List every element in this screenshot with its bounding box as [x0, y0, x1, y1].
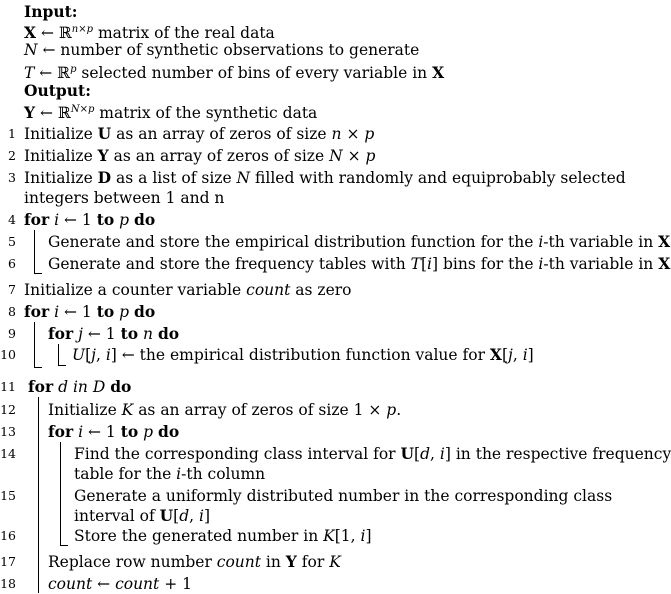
line-number: 13: [0, 424, 16, 439]
line-number: 4: [8, 212, 16, 227]
step-13: for i ← 1 to p do: [48, 422, 180, 441]
block-bar-end: [34, 367, 42, 368]
input-n: N ← number of synthetic observations to generate: [24, 41, 420, 59]
step-16: Store the generated number in K[1, i]: [74, 527, 372, 545]
line-number: 8: [8, 304, 16, 319]
step-15: Generate a uniformly distributed number in the corresponding class: [74, 487, 613, 505]
step-14: Find the corresponding class interval for U[d, i] in the respective frequency: [74, 444, 671, 463]
step-11: for d in D do: [28, 377, 132, 396]
line-number: 2: [8, 148, 16, 163]
block-bar: [34, 322, 35, 368]
block-bar: [38, 397, 39, 593]
line-number: 15: [0, 488, 16, 503]
output-y: Y ← ℝ$^{N\times p}$ matrix of the synthetic data: [24, 103, 318, 123]
block-bar: [34, 230, 35, 274]
line-number: 7: [8, 282, 16, 297]
line-number: 16: [0, 528, 16, 543]
output-label: Output:: [24, 81, 91, 100]
line-number: 5: [8, 234, 16, 249]
line-number: 1: [8, 126, 16, 141]
step-18: count ← count + 1: [48, 575, 192, 593]
step-3-cont: integers between 1 and n: [24, 189, 225, 207]
block-bar-end: [34, 273, 42, 274]
input-x: X ← ℝ$^{n\times p}$ matrix of the real data: [24, 23, 275, 43]
line-number: 9: [8, 326, 16, 341]
step-2: Initialize Y as an array of zeros of size N × p: [24, 146, 376, 165]
block-bar-end: [58, 365, 66, 366]
step-4: for i ← 1 to p do: [24, 210, 156, 229]
line-number: 6: [8, 256, 16, 271]
line-number: 11: [0, 379, 16, 394]
block-bar: [58, 344, 59, 366]
input-label: Input:: [24, 2, 78, 21]
step-1: Initialize U as an array of zeros of size n × p: [24, 124, 375, 143]
line-number: 17: [0, 554, 16, 569]
block-bar-end: [60, 545, 68, 546]
line-number: 14: [0, 446, 16, 461]
step-3: Initialize D as a list of size N filled with randomly and equiprobably selected: [24, 168, 626, 187]
step-14-cont: table for the i-th column: [74, 465, 266, 483]
step-7: Initialize a counter variable count as zero: [24, 281, 352, 299]
input-t: T ← ℝ$^p$ selected number of bins of every variable in X: [24, 63, 445, 83]
line-number: 18: [0, 576, 16, 591]
line-number: 12: [0, 402, 16, 417]
step-17: Replace row number count in Y for K: [48, 552, 341, 571]
step-12: Initialize K as an array of zeros of size 1 × p.: [48, 401, 402, 419]
step-5: Generate and store the empirical distribution function for the i-th variable in X: [48, 232, 671, 251]
step-6: Generate and store the frequency tables with T[i] bins for the i-th variable in X: [48, 254, 671, 273]
line-number: 3: [8, 170, 16, 185]
step-10: U[j, i] ← the empirical distribution function value for X[j, i]: [72, 345, 534, 364]
block-bar: [60, 442, 61, 546]
line-number: 10: [0, 347, 16, 362]
step-9: for j ← 1 to n do: [48, 324, 180, 343]
step-15-cont: interval of U[d, i]: [74, 506, 211, 525]
step-8: for i ← 1 to p do: [24, 302, 156, 321]
